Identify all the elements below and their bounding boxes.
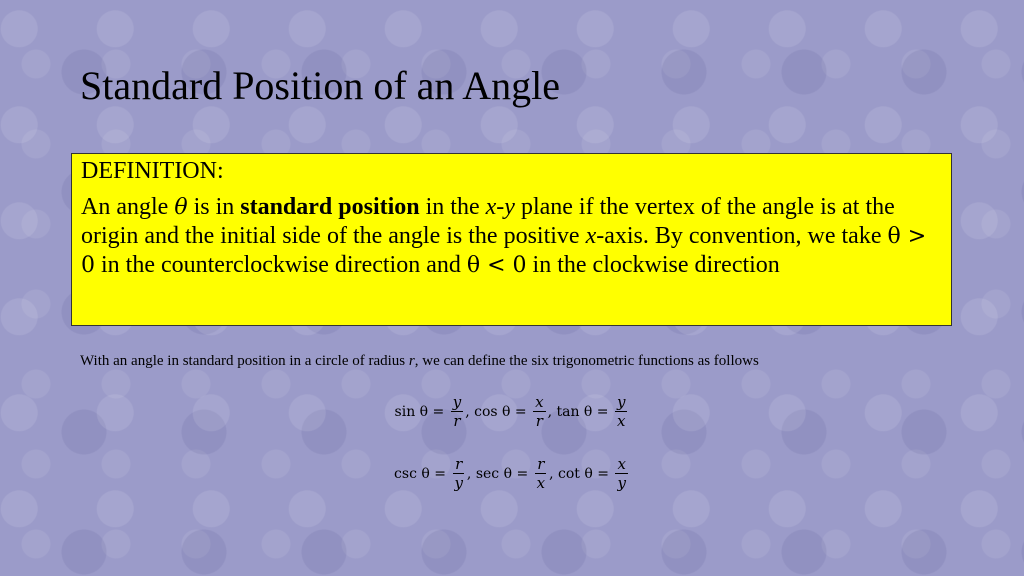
- csc-label: csc θ =: [394, 465, 446, 482]
- cos-fraction: [533, 393, 545, 430]
- def-text-2: is in: [187, 194, 241, 220]
- def-text-7: in the clockwise direction: [526, 252, 780, 278]
- theta-negative-condition: θ < 0: [466, 253, 527, 278]
- sec-label: sec θ =: [475, 465, 529, 482]
- radius-symbol: r: [408, 353, 415, 369]
- xy-plane-label: x-y: [485, 194, 515, 220]
- sin-fraction: [451, 393, 463, 430]
- cot-numerator: x: [617, 455, 626, 473]
- x-axis-label: x: [585, 223, 597, 249]
- cos-numerator: x: [535, 393, 544, 411]
- standard-position-term: standard position: [240, 194, 420, 220]
- para-text-1: With an angle in standard position in a circle of radius: [80, 353, 409, 369]
- separator: ,: [465, 403, 470, 420]
- tan-denominator: x: [616, 412, 626, 430]
- cot-denominator: y: [617, 474, 626, 492]
- cos-label: cos θ =: [474, 403, 527, 420]
- definition-box: [71, 153, 952, 326]
- cot-fraction: [615, 455, 627, 492]
- separator: ,: [466, 465, 472, 482]
- para-text-2: , we can define the six trigonometric functions as follows: [414, 353, 759, 369]
- def-text-3: in the: [419, 194, 486, 220]
- sec-fraction: [535, 455, 547, 492]
- csc-denominator: y: [454, 474, 463, 492]
- def-text-5: -axis. By convention, we take: [596, 223, 888, 249]
- tan-fraction: [615, 393, 627, 430]
- sin-label: sin θ =: [394, 403, 445, 420]
- sec-denominator: x: [536, 474, 546, 492]
- formula-row-2: [0, 455, 1024, 492]
- intro-paragraph: [80, 350, 920, 372]
- formula-row-1: [0, 393, 1024, 430]
- sin-numerator: y: [452, 393, 462, 411]
- tan-numerator: y: [616, 393, 626, 411]
- definition-text: [81, 193, 941, 280]
- theta-positive-condition: θ > 0: [81, 224, 927, 278]
- tan-label: tan θ =: [556, 403, 609, 420]
- theta-symbol: θ: [174, 195, 188, 220]
- def-text-1: An angle: [81, 194, 175, 220]
- sec-numerator: r: [537, 455, 545, 473]
- slide-title: Standard Position of an Angle: [80, 63, 560, 108]
- separator: ,: [549, 465, 554, 482]
- definition-heading: DEFINITION:: [81, 158, 224, 184]
- cot-label: cot θ =: [558, 465, 609, 482]
- separator: ,: [547, 403, 553, 420]
- def-text-4: plane if the vertex of the angle is at the origin and the initial side of the angle is the positive: [81, 194, 895, 249]
- sin-denominator: r: [453, 412, 461, 430]
- cos-denominator: r: [535, 412, 543, 430]
- csc-fraction: [452, 455, 464, 492]
- csc-numerator: r: [455, 455, 463, 473]
- def-text-6: in the counterclockwise direction and: [95, 252, 467, 278]
